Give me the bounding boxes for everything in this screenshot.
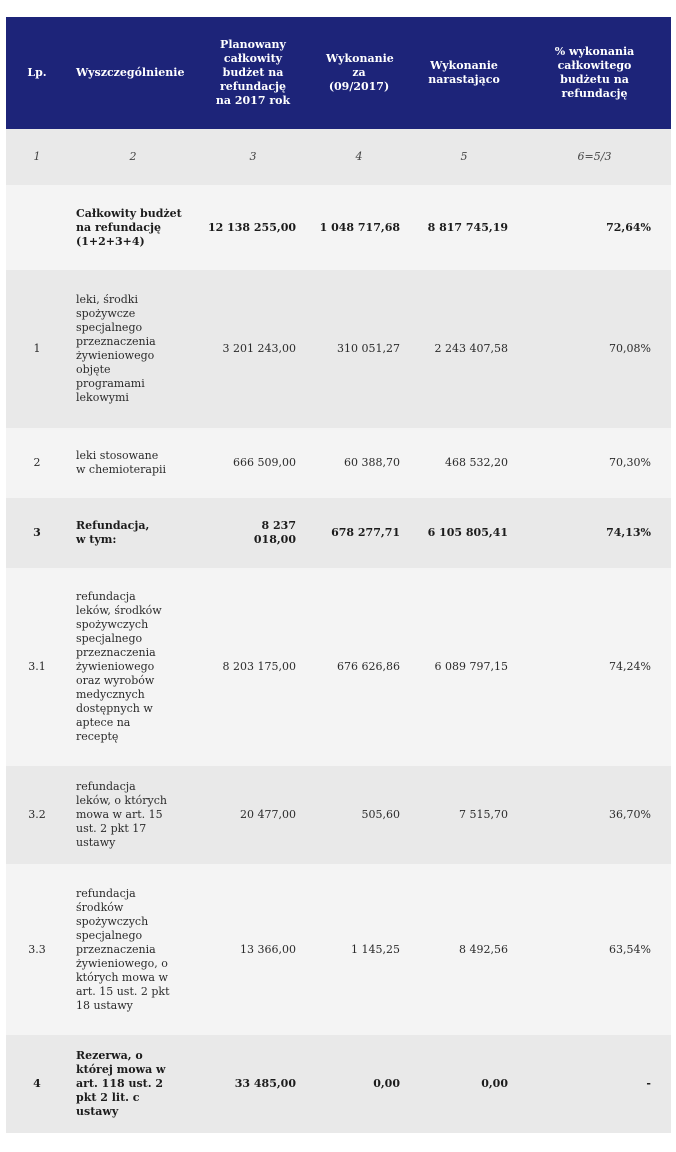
table-row [6, 270, 671, 428]
cell-narastajaco: 0,00 [410, 1035, 518, 1133]
cell-narastajaco: 6 089 797,15 [410, 568, 518, 766]
header-wykonanie-za: Wykonanie za (09/2017) [308, 17, 410, 129]
cell-narastajaco: 6 105 805,41 [410, 498, 518, 568]
cell-wykonanie: 676 626,86 [308, 568, 410, 766]
index-cell: 1 [6, 129, 68, 185]
cell-lp: 2 [6, 428, 68, 498]
index-cell: 4 [308, 129, 410, 185]
cell-procent: 70,08% [518, 270, 671, 428]
cell-lp [6, 185, 68, 270]
index-row [6, 129, 671, 185]
header-planowany-budzet: Planowany całkowity budżet na refundację na 2017 rok [198, 17, 308, 129]
header-wyszczegolnienie: Wyszczególnienie [68, 17, 198, 129]
cell-desc: refundacja leków, środków spożywczych specjalnego przeznaczenia żywieniowego oraz wyrobów medycznych dostępnych w aptece na receptę [68, 568, 198, 766]
cell-plan: 12 138 255,00 [198, 185, 308, 270]
cell-procent: 74,24% [518, 568, 671, 766]
table-row [6, 428, 671, 498]
cell-procent: 70,30% [518, 428, 671, 498]
cell-wykonanie: 60 388,70 [308, 428, 410, 498]
index-cell: 3 [198, 129, 308, 185]
cell-desc: leki stosowane w chemioterapii [68, 428, 198, 498]
cell-wykonanie: 1 048 717,68 [308, 185, 410, 270]
cell-procent: - [518, 1035, 671, 1133]
header-wykonanie-narastajaco: Wykonanie narastająco [410, 17, 518, 129]
cell-lp: 3.1 [6, 568, 68, 766]
cell-plan: 13 366,00 [198, 864, 308, 1035]
cell-desc: Całkowity budżet na refundację (1+2+3+4) [68, 185, 198, 270]
table-row [6, 766, 671, 864]
index-cell: 6=5/3 [518, 129, 671, 185]
cell-plan: 8 237 018,00 [198, 498, 308, 568]
cell-narastajaco: 8 492,56 [410, 864, 518, 1035]
cell-plan: 666 509,00 [198, 428, 308, 498]
cell-narastajaco: 468 532,20 [410, 428, 518, 498]
cell-lp: 3 [6, 498, 68, 568]
cell-lp: 3.2 [6, 766, 68, 864]
cell-narastajaco: 8 817 745,19 [410, 185, 518, 270]
cell-plan: 33 485,00 [198, 1035, 308, 1133]
cell-wykonanie: 505,60 [308, 766, 410, 864]
table-row [6, 568, 671, 766]
cell-lp: 1 [6, 270, 68, 428]
cell-narastajaco: 7 515,70 [410, 766, 518, 864]
cell-narastajaco: 2 243 407,58 [410, 270, 518, 428]
cell-wykonanie: 0,00 [308, 1035, 410, 1133]
header-row [6, 17, 671, 129]
refund-budget-table [6, 17, 671, 1133]
header-procent-wykonania: % wykonania całkowitego budżetu na refundację [518, 17, 671, 129]
cell-wykonanie: 310 051,27 [308, 270, 410, 428]
table-row-total [6, 185, 671, 270]
table-row-refundacja [6, 498, 671, 568]
cell-lp: 3.3 [6, 864, 68, 1035]
cell-plan: 8 203 175,00 [198, 568, 308, 766]
cell-wykonanie: 678 277,71 [308, 498, 410, 568]
cell-desc: leki, środki spożywcze specjalnego przeznaczenia żywieniowego objęte programami lekowymi [68, 270, 198, 428]
table-row-rezerwa [6, 1035, 671, 1133]
cell-desc: refundacja środków spożywczych specjalnego przeznaczenia żywieniowego, o których mowa w art. 15 ust. 2 pkt 18 ustawy [68, 864, 198, 1035]
cell-wykonanie: 1 145,25 [308, 864, 410, 1035]
index-cell: 5 [410, 129, 518, 185]
cell-procent: 74,13% [518, 498, 671, 568]
header-lp: Lp. [6, 17, 68, 129]
table-row [6, 864, 671, 1035]
cell-procent: 72,64% [518, 185, 671, 270]
cell-desc: Rezerwa, o której mowa w art. 118 ust. 2 pkt 2 lit. c ustawy [68, 1035, 198, 1133]
cell-lp: 4 [6, 1035, 68, 1133]
cell-desc: refundacja leków, o których mowa w art. 15 ust. 2 pkt 17 ustawy [68, 766, 198, 864]
index-cell: 2 [68, 129, 198, 185]
cell-procent: 36,70% [518, 766, 671, 864]
cell-procent: 63,54% [518, 864, 671, 1035]
cell-plan: 20 477,00 [198, 766, 308, 864]
cell-desc: Refundacja, w tym: [68, 498, 198, 568]
cell-plan: 3 201 243,00 [198, 270, 308, 428]
